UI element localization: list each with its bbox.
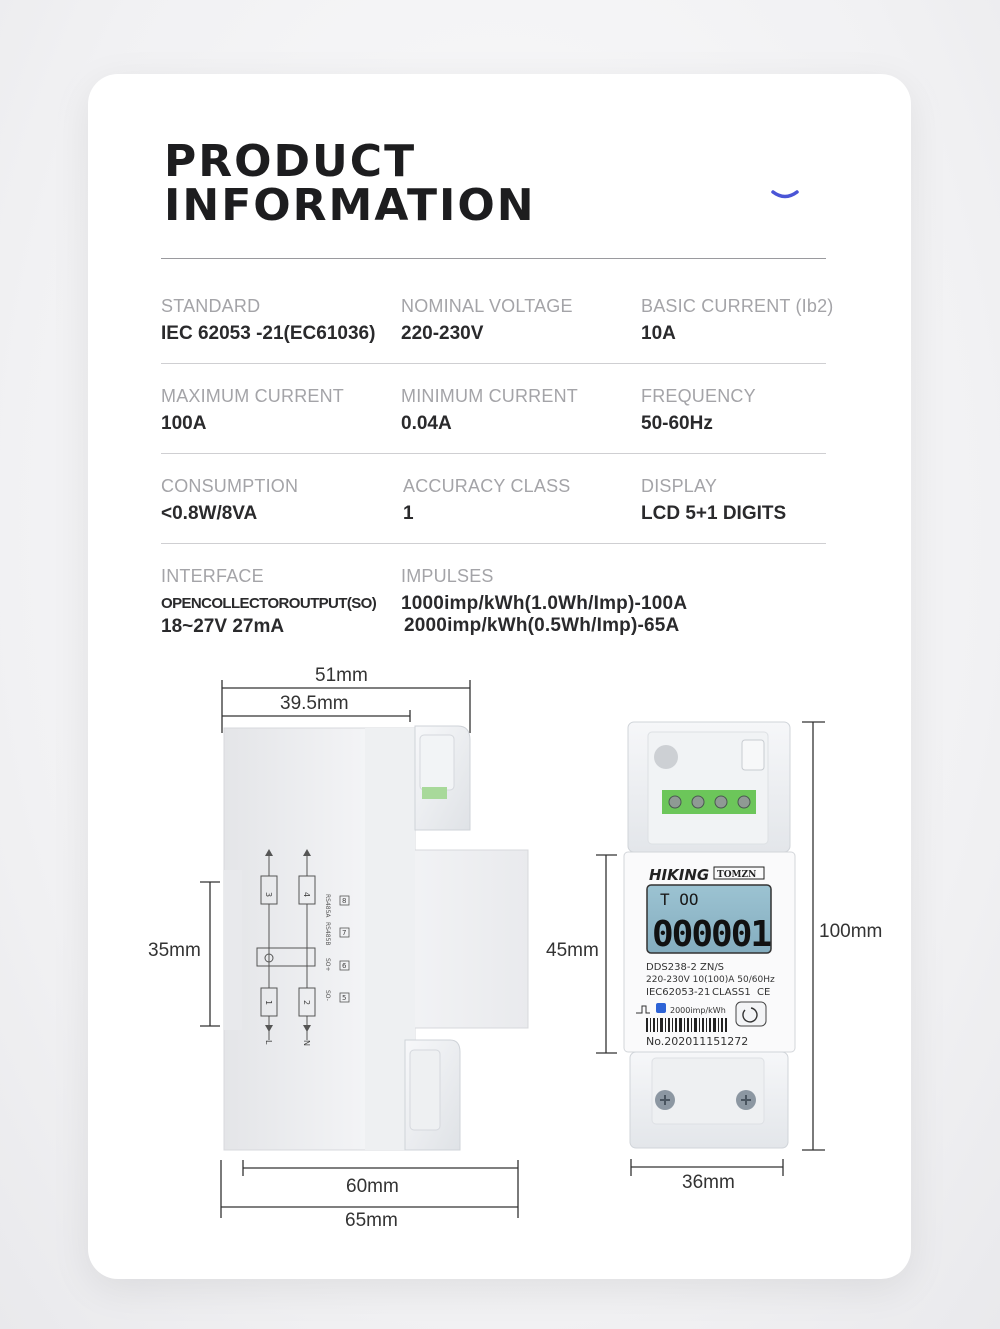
spec-label: MINIMUM CURRENT: [401, 386, 578, 406]
spec-label: MAXIMUM CURRENT: [161, 386, 344, 406]
dim-side-width-top: 51mm: [315, 665, 368, 686]
dim-side-bottom-inner: 60mm: [346, 1176, 399, 1197]
spec-value: 0.04A: [401, 413, 452, 434]
spec-value: 100A: [161, 413, 207, 434]
side-arrow-label: N: [302, 1040, 311, 1046]
side-terminal-label: 2: [302, 1000, 311, 1006]
meter-lcd-top: T OO: [660, 890, 699, 909]
spec-value: 10A: [641, 323, 676, 344]
meter-brand2: TOMZN: [717, 870, 757, 880]
side-arrow-label: L: [264, 1040, 273, 1045]
side-rs-label: SO+: [324, 958, 331, 972]
meter-class: CLASS1: [712, 987, 751, 998]
side-rs-label: RS485A: [324, 894, 331, 918]
meter-impulse: 2000imp/kWh: [670, 1006, 726, 1015]
spec-value: <0.8W/8VA: [161, 503, 258, 524]
meter-standard: IEC62053-21: [646, 987, 711, 998]
spec-value: 1000imp/kWh(1.0Wh/Imp)-100A: [401, 593, 688, 614]
side-terminal-label: 3: [264, 892, 273, 898]
spec-label: INTERFACE: [161, 566, 264, 586]
side-terminal-label: 4: [302, 892, 311, 898]
spec-value: IEC 62053 -21(EC61036): [161, 323, 376, 344]
spec-value: 50-60Hz: [641, 413, 713, 434]
meter-serial: No.202011151272: [646, 1035, 749, 1048]
side-rs-pin: 7: [342, 929, 347, 937]
dim-side-inner-top: 39.5mm: [280, 693, 349, 714]
dim-front-height: 100mm: [819, 921, 883, 942]
side-terminal-label: 1: [264, 1000, 273, 1006]
spec-label: NOMINAL VOLTAGE: [401, 296, 573, 316]
dim-front-window: 45mm: [546, 940, 599, 961]
spec-label: FREQUENCY: [641, 386, 756, 406]
spec-value: OPENCOLLECTOROUTPUT(SO): [161, 595, 377, 612]
spec-label: STANDARD: [161, 296, 261, 316]
spec-label: BASIC CURRENT (Ib2): [641, 296, 834, 316]
spec-label: CONSUMPTION: [161, 476, 299, 496]
meter-rating: 220-230V 10(100)A 50/60Hz: [646, 975, 775, 985]
side-rs-pin: 8: [342, 897, 347, 905]
dim-side-bottom-outer: 65mm: [345, 1210, 398, 1231]
title-line2: INFORMATION: [164, 180, 536, 231]
meter-model: DDS238-2 ZN/S: [646, 962, 725, 973]
spec-value: 2000imp/kWh(0.5Wh/Imp)-65A: [404, 615, 680, 636]
side-rs-label: RS485B: [324, 922, 331, 946]
spec-label: DISPLAY: [641, 476, 718, 496]
title-line1: PRODUCT: [164, 136, 417, 187]
dim-side-height: 35mm: [148, 940, 201, 961]
dim-front-width: 36mm: [682, 1172, 735, 1193]
spec-value: 220-230V: [401, 323, 484, 344]
spec-value: 1: [403, 503, 414, 524]
meter-brand: HIKING: [649, 866, 710, 884]
meter-ce: CE: [757, 987, 771, 998]
meter-lcd-digits: 000001: [652, 914, 771, 955]
spec-label: ACCURACY CLASS: [403, 476, 571, 496]
spec-value: LCD 5+1 DIGITS: [641, 503, 787, 524]
side-rs-pin: 6: [342, 962, 347, 970]
spec-label: IMPULSES: [401, 566, 494, 586]
side-rs-label: SO-: [324, 990, 331, 1001]
spec-value: 18~27V 27mA: [161, 616, 285, 637]
side-rs-pin: 5: [342, 994, 347, 1002]
